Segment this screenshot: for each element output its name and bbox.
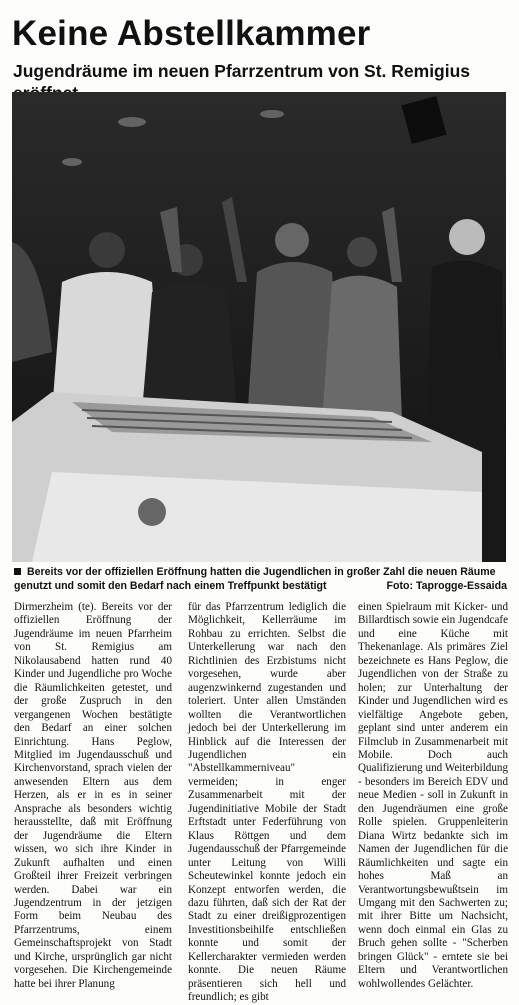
- caption-text: Bereits vor der offiziellen Eröffnung hatten die Jugendlichen in großer Zahl die neuen Räume genutzt und somit den Bedarf nach einem Treffpunkt bestätigt: [14, 566, 496, 592]
- headline: Keine Abstellkammer: [12, 14, 371, 53]
- subheadline: Jugendräume im neuen Pfarrzentrum von St. Remigius: [13, 61, 471, 81]
- body-column-1: Dirmerzheim (te). Bereits vor der offiziellen Eröffnung der Jugendräume im neuen Pfarrheim von St. Remigius am Nikolausabend hatten rund 40 Kinder und Jugendliche pro Woche die Räumlichkeiten getestet, und der große Zuspruch in den vergangenen Wochen bestätigte den Bedarf an einer solchen Einrichtung. Hans Peglow, Mitglied im Jugendausschuß und Kirchenvorstand, sprach vielen der anwesenden Eltern aus dem Herzen, als er in es in seiner Ansprache als besonders wichtig herausstellte, daß mit Eröffnung der Jugendräume die Eltern wissen, wo sich ihre Kinder in Zukunft aufhalten und einen Großteil ihrer Freizeit verbringen werden. Dabei war ein Jugendzentrum in der jetzigen Form beim Neubau des Pfarrzentrums, einem Gemeinschaftsprojekt von Stadt und Kirche, ursprünglich gar nicht vorgesehen. Die Kirchengemeinde hatte bei ihrer Planung: [14, 601, 172, 990]
- body-column-3: einen Spielraum mit Kicker- und Billardtisch sowie ein Jugendcafe und eine Küche mit Thekenanlage. Als primäres Ziel bezeichnete es Hans Peglow, die Jugendlichen von der Straße zu holen; zur Unterhaltung der Kinder und Jugendlichen wird es vielfältige Angebote geben, geplant sind unter anderem ein Filmclub in Zusammenarbeit mit Mobile. Doch auch Qualifizierung und Weiterbildung - besonders im Bereich EDV und neue Medien - soll in Zukunft in den Jugendräumen eine große Rolle spielen. Gruppenleiterin Diana Wirtz bedankte sich im Namen der Jugendlichen für die Räumlichkeiten und sagte ein hohes Maß an Verantwortungsbewußtsein im Umgang mit den Sachwerten zu; mit ihrer Bitte um Nachsicht, wenn doch einmal ein Glas zu Bruch gehen sollte - "Scherben bringen Glück" - erntete sie bei Eltern und Verantwortlichen wohlwollendes Gelächter.: [358, 601, 508, 990]
- photo-caption: [14, 566, 507, 593]
- body-column-2: für das Pfarrzentrum lediglich die Möglichkeit, Kellerräume im Rohbau zu errichten. Selbst die Unterkellerung war nach den Richtlinien des Erzbistums nicht vorgesehen, wurde aber augenzwinkernd zugestanden und toleriert. Unter allen Umständen wollten die Verantwortlichen jedoch bei der Unterkellerung im Hinblick auf die Interessen der Jugendlichen ein "Abstellkammerniveau" vermeiden; in enger Zusammenarbeit mit der Jugendinitiative Mobile der Stadt Erftstadt unter Federführung von Klaus Röttgen und dem Jugendausschuß der Pfarrgemeinde unter Leitung von Willi Scheutewinkel konnte jedoch ein Konzept entworfen werden, die dazu führten, daß sich der Rat der Stadt zu einer dreißigprozentigen Investitionsbeihilfe entschließen konnte und somit der Kellercharakter vermieden werden konnte. Die neuen Räume präsentieren sich hell und freundlich; es gibt: [188, 601, 346, 1004]
- article-photo: [12, 92, 506, 562]
- photo-credit: Foto: Taprogge-Essaida: [386, 579, 507, 592]
- photo-kicker-table-youth: [12, 92, 506, 562]
- bullet-icon: [14, 568, 21, 575]
